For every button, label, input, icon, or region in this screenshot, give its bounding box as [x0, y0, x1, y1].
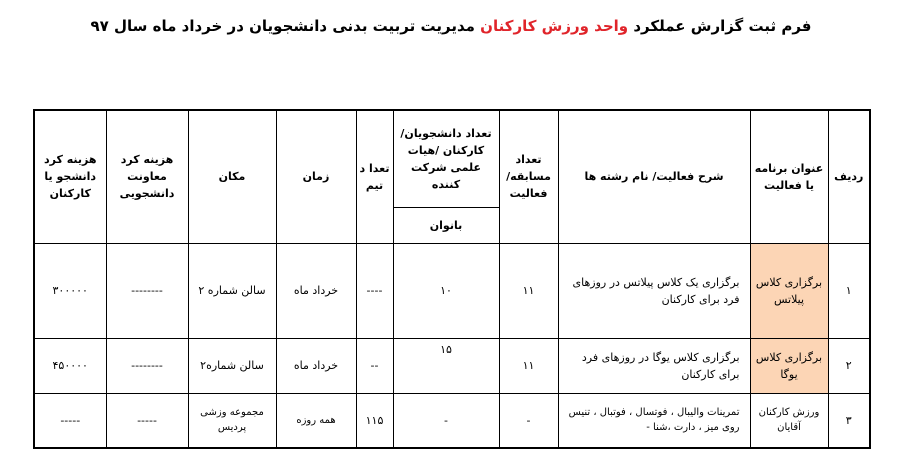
page-title	[0, 14, 902, 38]
cell-deputy-cost: -----	[106, 393, 188, 448]
cell-deputy-cost: --------	[106, 338, 188, 393]
cell-teams: ۱۱۵	[356, 393, 393, 448]
header-description: شرح فعالیت/ نام رشته ها	[558, 110, 750, 243]
report-table	[33, 109, 871, 449]
header-participants: تعداد دانشجویان/ کارکنان /هیات علمی شرکت کننده	[393, 110, 499, 207]
header-deputy-cost: هزینه کرد معاونت دانشجویی	[106, 110, 188, 243]
cell-competitions: ۱۱	[499, 243, 558, 338]
cell-description: تمرینات والیبال ، فوتسال ، فوتبال ، تنیس روی میز ، دارت ،شنا -	[558, 393, 750, 448]
cell-time: خرداد ماه	[276, 338, 356, 393]
cell-place: مجموعه وزشی پردیس	[188, 393, 276, 448]
cell-participants: ۱۵	[393, 338, 499, 393]
cell-competitions: ۱۱	[499, 338, 558, 393]
cell-program-title: برگزاری کلاس یوگا	[750, 338, 828, 393]
table-row	[34, 338, 870, 393]
cell-student-cost: ۴۵۰۰۰۰	[34, 338, 106, 393]
title-part-1: فرم ثبت گزارش عملکرد	[633, 17, 812, 35]
title-part-2: مدیریت تربیت بدنی دانشجویان در خرداد ماه سال ۹۷	[90, 17, 475, 35]
title-highlight: واحد ورزش کارکنان	[480, 17, 629, 35]
cell-row-no: ۲	[828, 338, 870, 393]
header-time: زمان	[276, 110, 356, 243]
cell-program-title: برگزاری کلاس پیلاتس	[750, 243, 828, 338]
header-place: مکان	[188, 110, 276, 243]
header-row-no: ردیف	[828, 110, 870, 243]
table-row	[34, 393, 870, 448]
cell-teams: ----	[356, 243, 393, 338]
header-competitions: تعداد مسابقه/ فعالیت	[499, 110, 558, 243]
cell-deputy-cost: --------	[106, 243, 188, 338]
header-student-cost: هزینه کرد دانشجو یا کارکنان	[34, 110, 106, 243]
header-row	[34, 110, 870, 207]
cell-row-no: ۱	[828, 243, 870, 338]
cell-description: برگزاری کلاس یوگا در روزهای فرد برای کارکنان	[558, 338, 750, 393]
cell-program-title: ورزش کارکنان آقایان	[750, 393, 828, 448]
cell-participants: -	[393, 393, 499, 448]
cell-competitions: -	[499, 393, 558, 448]
cell-student-cost: ۳۰۰۰۰۰	[34, 243, 106, 338]
table-row	[34, 243, 870, 338]
header-program-title: عنوان برنامه یا فعالیت	[750, 110, 828, 243]
cell-place: سالن شماره۲	[188, 338, 276, 393]
cell-time: همه روزه	[276, 393, 356, 448]
cell-description: برگزاری یک کلاس پیلاتس در روزهای فرد برای کارکنان	[558, 243, 750, 338]
cell-place: سالن شماره ۲	[188, 243, 276, 338]
cell-student-cost: -----	[34, 393, 106, 448]
cell-teams: --	[356, 338, 393, 393]
cell-participants: ۱۰	[393, 243, 499, 338]
cell-row-no: ۳	[828, 393, 870, 448]
header-teams: تعدا د تیم	[356, 110, 393, 243]
cell-time: خرداد ماه	[276, 243, 356, 338]
header-participants-women: بانوان	[393, 207, 499, 243]
